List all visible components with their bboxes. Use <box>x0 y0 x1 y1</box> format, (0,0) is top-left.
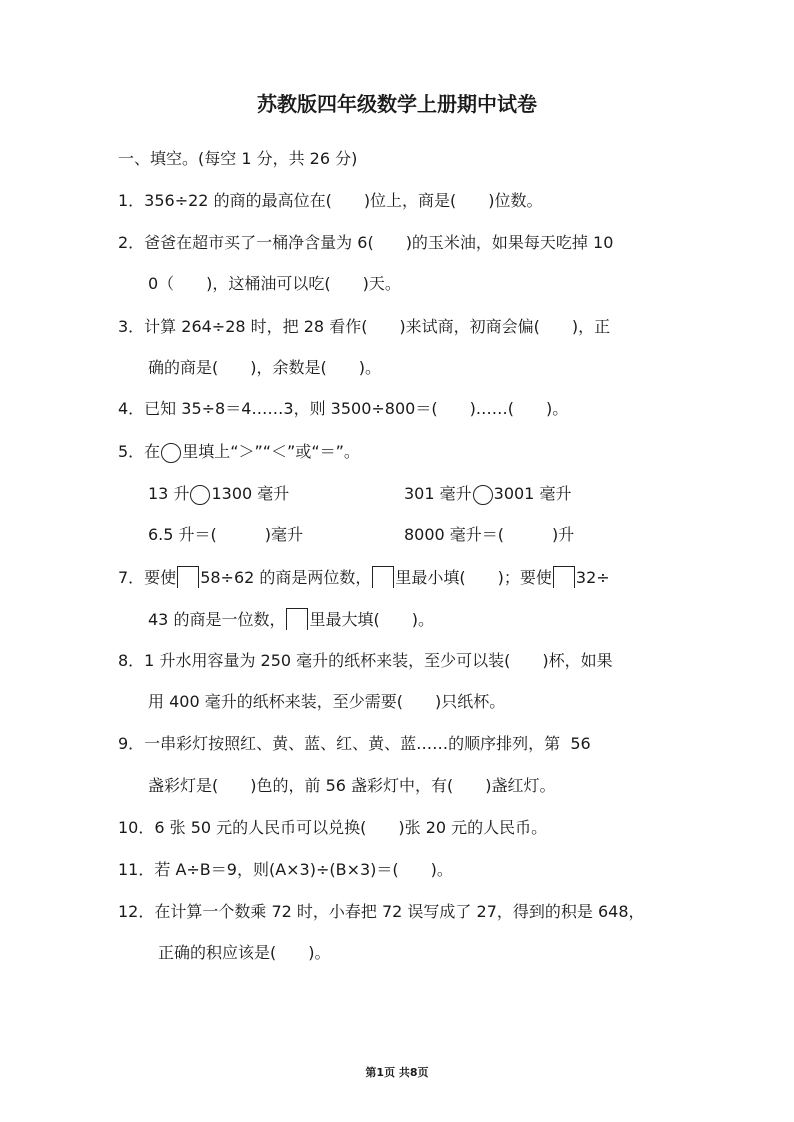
question-8-line-2: 用 400 毫升的纸杯来装，至少需要( )只纸杯。 <box>148 692 506 711</box>
conversion-item-2: 8000 毫升＝( )升 <box>404 525 575 544</box>
question-7-line-2 <box>148 608 434 631</box>
compare-left-1: 13 升 <box>148 484 190 503</box>
question-11: 11．若 A÷B＝9，则(A×3)÷(B×3)＝( )。 <box>118 860 453 879</box>
question-7-part-6: 里最大填( )。 <box>309 610 434 629</box>
compare-circle <box>161 443 181 463</box>
question-7-part-4: 32÷ <box>575 568 610 587</box>
question-1: 1．356÷22 的商的最高位在( )位上，商是( )位数。 <box>118 191 543 210</box>
question-9-line-1: 9．一串彩灯按照红、黄、蓝、红、黄、蓝……的顺序排列，第 56 <box>118 734 591 753</box>
question-3-line-2: 确的商是( )，余数是( )。 <box>148 358 381 377</box>
compare-right-1: 1300 毫升 <box>211 484 290 503</box>
question-5-prompt <box>118 441 360 463</box>
blank-box <box>286 608 308 630</box>
conversion-item-1: 6.5 升＝( )毫升 <box>148 525 304 544</box>
compare-item-1 <box>148 483 289 505</box>
blank-box <box>372 566 394 588</box>
question-12-line-2: 正确的积应该是( )。 <box>158 943 331 962</box>
question-7-part-1: 7．要使 <box>118 568 177 587</box>
question-12-line-1: 12．在计算一个数乘 72 时，小春把 72 误写成了 27，得到的积是 648， <box>118 902 645 921</box>
question-2-line-1: 2．爸爸在超市买了一桶净含量为 6( )的玉米油，如果每天吃掉 10 <box>118 233 614 252</box>
question-7-part-2: 58÷62 的商是两位数， <box>200 568 372 587</box>
compare-circle <box>473 485 493 505</box>
question-5-prefix: 5．在 <box>118 442 161 461</box>
compare-circle <box>190 485 210 505</box>
question-10: 10．6 张 50 元的人民币可以兑换( )张 20 元的人民币。 <box>118 818 548 837</box>
page-number: 第1页 共8页 <box>365 1066 429 1079</box>
section-heading: 一、填空。(每空 1 分，共 26 分) <box>118 149 358 168</box>
question-7-part-5: 43 的商是一位数， <box>148 610 286 629</box>
blank-box <box>553 566 575 588</box>
question-4: 4．已知 35÷8＝4……3，则 3500÷800＝( )……( )。 <box>118 399 569 418</box>
question-7-line-1 <box>118 566 610 589</box>
question-8-line-1: 8．1 升水用容量为 250 毫升的纸杯来装，至少可以装( )杯，如果 <box>118 651 613 670</box>
question-5-instruction: 里填上“＞”“＜”或“＝”。 <box>182 442 360 461</box>
question-9-line-2: 盏彩灯是( )色的，前 56 盏彩灯中，有( )盏红灯。 <box>148 776 556 795</box>
compare-right-2: 3001 毫升 <box>493 484 572 503</box>
compare-left-2: 301 毫升 <box>404 484 472 503</box>
compare-item-2 <box>404 483 571 505</box>
blank-box <box>177 566 199 588</box>
question-3-line-1: 3．计算 264÷28 时，把 28 看作( )来试商，初商会偏( )，正 <box>118 317 611 336</box>
exam-title: 苏教版四年级数学上册期中试卷 <box>257 92 537 116</box>
question-7-part-3: 里最小填( )；要使 <box>395 568 552 587</box>
question-2-line-2: 0（ )，这桶油可以吃( )天。 <box>148 274 401 293</box>
